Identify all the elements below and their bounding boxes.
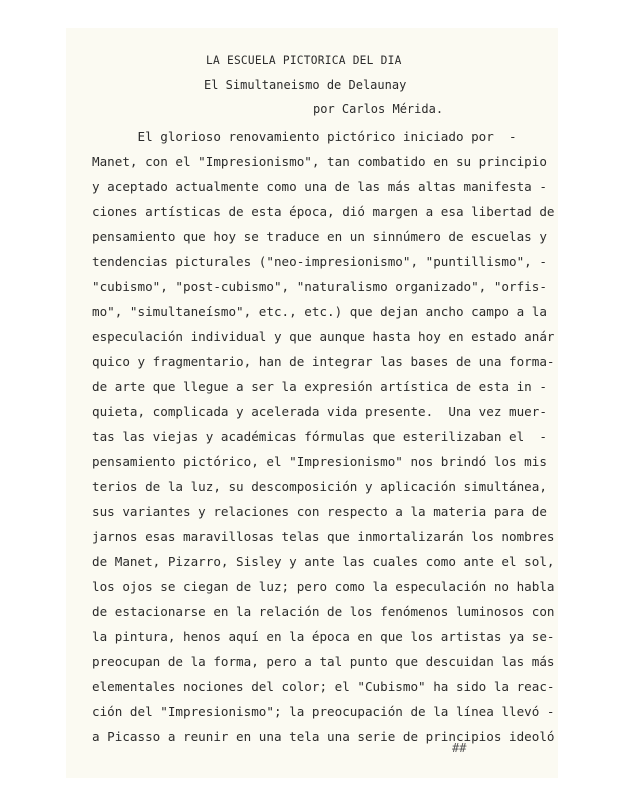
body-line: preocupan de la forma, pero a tal punto que descuidan las más	[92, 654, 555, 669]
body-line: mo", "simultaneísmo", etc., etc.) que dejan ancho campo a la	[92, 304, 547, 319]
body-line: tas las viejas y académicas fórmulas que esterilizaban el -	[92, 429, 547, 444]
body-line: Manet, con el "Impresionismo", tan combatido en su principio	[92, 154, 547, 169]
body-line: ciones artísticas de esta época, dió margen a esa libertad de	[92, 204, 555, 219]
body-line: elementales nociones del color; el "Cubismo" ha sido la reac-	[92, 679, 555, 694]
body-line: "cubismo", "post-cubismo", "naturalismo organizado", "orfis-	[92, 279, 547, 294]
body-line: El glorioso renovamiento pictórico iniciado por -	[92, 129, 517, 144]
body-line: pensamiento pictórico, el "Impresionismo" nos brindó los mis	[92, 454, 547, 469]
body-line: quico y fragmentario, han de integrar las bases de una forma-	[92, 354, 555, 369]
body-line: de Manet, Pizarro, Sisley y ante las cuales como ante el sol,	[92, 554, 555, 569]
handwritten-page-mark: ##	[452, 741, 467, 755]
body-line: jarnos esas maravillosas telas que inmortalizarán los nombres	[92, 529, 555, 544]
document-title: LA ESCUELA PICTORICA DEL DIA	[206, 54, 402, 67]
body-line: ción del "Impresionismo"; la preocupación de la línea llevó -	[92, 704, 555, 719]
body-line: especulación individual y que aunque hasta hoy en estado anár	[92, 329, 555, 344]
body-line: terios de la luz, su descomposición y aplicación simultánea,	[92, 479, 547, 494]
body-line: y aceptado actualmente como una de las más altas manifesta -	[92, 179, 547, 194]
body-line: a Picasso a reunir en una tela una serie de principios ideoló	[92, 729, 555, 744]
body-line: de arte que llegue a ser la expresión artística de esta in -	[92, 379, 547, 394]
body-line: sus variantes y relaciones con respecto a la materia para de	[92, 504, 547, 519]
body-line: quieta, complicada y acelerada vida presente. Una vez muer-	[92, 404, 547, 419]
body-line: tendencias picturales ("neo-impresionismo", "puntillismo", -	[92, 254, 547, 269]
body-line: los ojos se ciegan de luz; pero como la especulación no habla	[92, 579, 555, 594]
body-line: de estacionarse en la relación de los fenómenos luminosos con	[92, 604, 555, 619]
document-byline: por Carlos Mérida.	[313, 102, 444, 116]
body-line: la pintura, henos aquí en la época en que los artistas ya se-	[92, 629, 555, 644]
document-subtitle: El Simultaneismo de Delaunay	[204, 78, 407, 92]
body-line: pensamiento que hoy se traduce en un sinnúmero de escuelas y	[92, 229, 547, 244]
